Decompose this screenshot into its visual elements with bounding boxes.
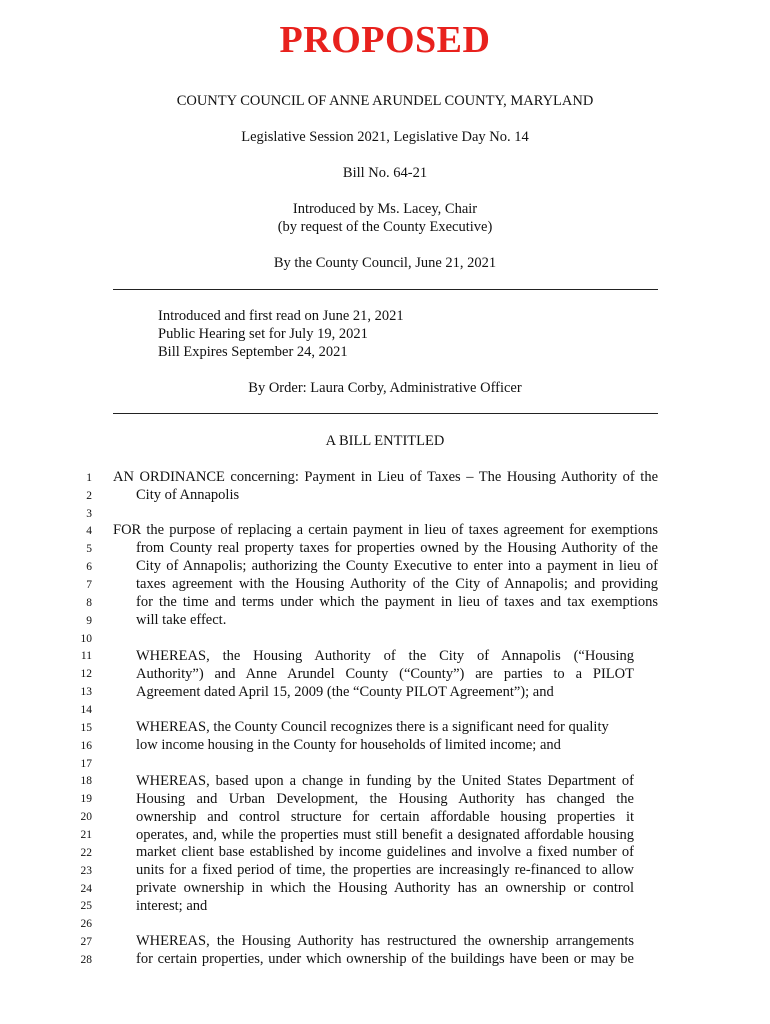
body-line: City of Annapolis; authorizing the County Executive to enter into a payment in lieu of (136, 558, 658, 574)
line-number: 15 (80, 722, 92, 734)
body-line: for the time and terms under which the payment in lieu of taxes and tax exemptions (136, 594, 658, 610)
body-line: AN ORDINANCE concerning: Payment in Lieu of Taxes – The Housing Authority of the (113, 469, 658, 485)
body-line: WHEREAS, based upon a change in funding by the United States Department of (136, 773, 634, 789)
line-number: 24 (80, 883, 92, 895)
line-number: 3 (86, 508, 92, 520)
body-line: low income housing in the County for households of limited income; and (136, 737, 561, 753)
line-number: 18 (80, 775, 92, 787)
line-number: 26 (80, 918, 92, 930)
legislative-session: Legislative Session 2021, Legislative Day No. 14 (241, 129, 529, 145)
council-name: COUNTY COUNCIL OF ANNE ARUNDEL COUNTY, MARYLAND (176, 93, 594, 109)
by-order: By Order: Laura Corby, Administrative Officer (248, 380, 522, 396)
line-number: 2 (86, 490, 92, 502)
body-line: operates, and, while the properties must still benefit a designated affordable housing (136, 827, 634, 843)
line-number: 22 (80, 847, 92, 859)
line-number: 20 (80, 811, 92, 823)
bill-entitled-heading: A BILL ENTITLED (325, 433, 445, 449)
body-line: Agreement dated April 15, 2009 (the “County PILOT Agreement”); and (136, 684, 554, 700)
body-line: WHEREAS, the County Council recognizes there is a significant need for quality (136, 719, 609, 735)
line-number: 5 (86, 543, 92, 555)
body-line: WHEREAS, the Housing Authority has restructured the ownership arrangements (136, 933, 634, 949)
body-line: City of Annapolis (136, 487, 240, 503)
public-hearing-date: Public Hearing set for July 19, 2021 (158, 326, 368, 342)
proposed-stamp: PROPOSED (279, 19, 491, 61)
line-number: 13 (80, 686, 92, 698)
line-number: 16 (80, 740, 92, 752)
introduced-by: Introduced by Ms. Lacey, Chair (292, 201, 478, 217)
line-number: 7 (86, 579, 92, 591)
line-number: 10 (80, 633, 92, 645)
line-number: 9 (86, 615, 92, 627)
line-number: 23 (80, 865, 92, 877)
body-line: market client base established by income guidelines and involve a fixed number of (136, 844, 634, 860)
body-line: Authority”) and Anne Arundel County (“County”) are parties to a PILOT (136, 666, 634, 682)
body-line: FOR the purpose of replacing a certain payment in lieu of taxes agreement for exemptions (113, 522, 658, 538)
body-line: Housing and Urban Development, the Housing Authority has changed the (136, 791, 634, 807)
body-line: from County real property taxes for properties owned by the Housing Authority of the (136, 540, 658, 556)
line-number: 6 (86, 561, 92, 573)
body-line: for certain properties, under which ownership of the buildings have been or may be (136, 951, 634, 967)
line-number: 28 (80, 954, 92, 966)
first-read-date: Introduced and first read on June 21, 2021 (158, 308, 404, 324)
body-line: WHEREAS, the Housing Authority of the City of Annapolis (“Housing (136, 648, 634, 664)
body-line: units for a fixed period of time, the properties are increasingly re-financed to allow (136, 862, 634, 878)
body-line: private ownership in which the Housing Authority has an ownership or control (136, 880, 634, 896)
line-number: 14 (80, 704, 92, 716)
line-number: 11 (80, 650, 92, 662)
body-line: taxes agreement with the Housing Authority of the City of Annapolis; and providing (136, 576, 658, 592)
line-number: 8 (86, 597, 92, 609)
by-council-date: By the County Council, June 21, 2021 (273, 255, 497, 271)
bill-expires-date: Bill Expires September 24, 2021 (158, 344, 348, 360)
body-line: will take effect. (136, 612, 227, 628)
line-number: 4 (86, 525, 92, 537)
line-number: 27 (80, 936, 92, 948)
line-number: 25 (80, 900, 92, 912)
divider-bottom (113, 413, 658, 414)
line-number: 1 (86, 472, 92, 484)
by-request: (by request of the County Executive) (277, 219, 493, 235)
bill-number: Bill No. 64-21 (342, 165, 428, 181)
line-number: 21 (80, 829, 92, 841)
body-line: ownership and control structure for certain affordable housing properties it (136, 809, 634, 825)
body-line: interest; and (136, 898, 208, 914)
line-number: 17 (80, 758, 92, 770)
line-number: 12 (80, 668, 92, 680)
divider-top (113, 289, 658, 290)
line-number: 19 (80, 793, 92, 805)
